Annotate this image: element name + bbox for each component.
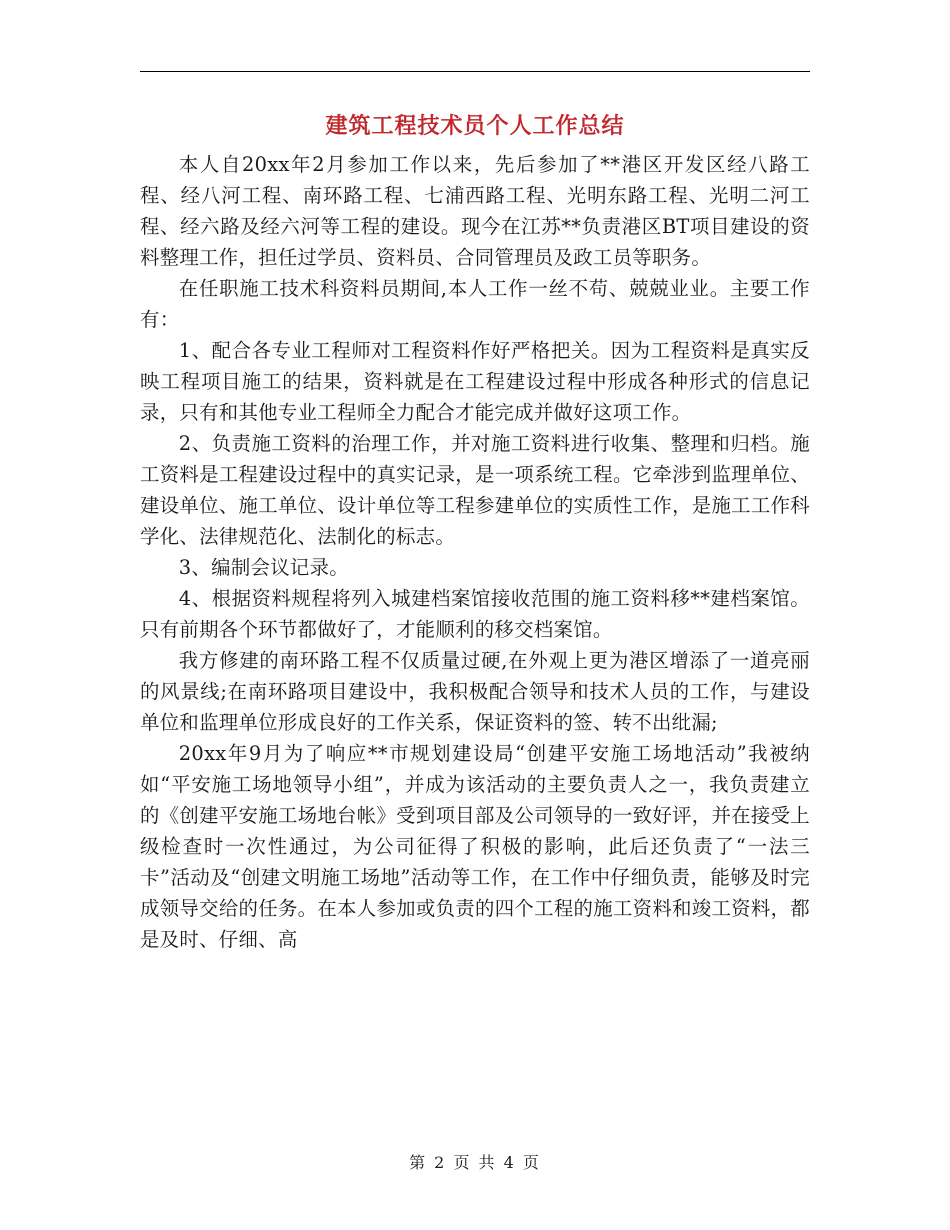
document-body <box>140 149 810 955</box>
page-number-footer: 第 2 页 共 4 页 <box>409 1153 541 1172</box>
paragraph-nanhuan-road: 我方修建的南环路工程不仅质量过硬,在外观上更为港区增添了一道亮丽的风景线;在南环路项目建设中，我积极配合领导和技术人员的工作，与建设单位和监理单位形成良好的工作关系，保证资料的签、转不出纰漏; <box>140 649 810 734</box>
paragraph-duty-1: 1、配合各专业工程师对工程资料作好严格把关。因为工程资料是真实反映工程项目施工的结果，资料就是在工程建设过程中形成各种形式的信息记录，只有和其他专业工程师全力配合才能完成并做好这项工作。 <box>140 339 810 424</box>
paragraph-duty-4: 4、根据资料规程将列入城建档案馆接收范围的施工资料移**建档案馆。只有前期各个环节都做好了，才能顺利的移交档案馆。 <box>140 587 810 641</box>
paragraph-duty-2: 2、负责施工资料的治理工作，并对施工资料进行收集、整理和归档。施工资料是工程建设过程中的真实记录，是一项系统工程。它牵涉到监理单位、建设单位、施工单位、设计单位等工程参建单位的实质性工作，是施工工作科学化、法律规范化、法制化的标志。 <box>140 432 810 548</box>
header-rule <box>140 71 810 72</box>
paragraph-intro: 本人自20xx年2月参加工作以来，先后参加了**港区开发区经八路工程、经八河工程、南环路工程、七浦西路工程、光明东路工程、光明二河工程、经六路及经六河等工程的建设。现今在江苏**负责港区BT项目建设的资料整理工作，担任过学员、资料员、合同管理员及政工员等职务。 <box>140 153 810 269</box>
document-title: 建筑工程技术员个人工作总结 <box>325 113 625 139</box>
paragraph-safety-campaign: 20xx年9月为了响应**市规划建设局“创建平安施工场地活动”我被纳如“平安施工场地领导小组”，并成为该活动的主要负责人之一，我负责建立的《创建平安施工场地台帐》受到项目部及公司领导的一致好评，并在接受上级检查时一次性通过，为公司征得了积极的影响，此后还负责了“一法三卡”活动及“创建文明施工场地”活动等工作，在工作中仔细负责，能够及时完成领导交给的任务。在本人参加或负责的四个工程的施工资料和竣工资料，都是及时、仔细、高 <box>140 742 810 951</box>
paragraph-duty-3: 3、编制会议记录。 <box>178 556 349 579</box>
paragraph-duties-intro: 在任职施工技术科资料员期间,本人工作一丝不苟、兢兢业业。主要工作有： <box>140 277 810 331</box>
